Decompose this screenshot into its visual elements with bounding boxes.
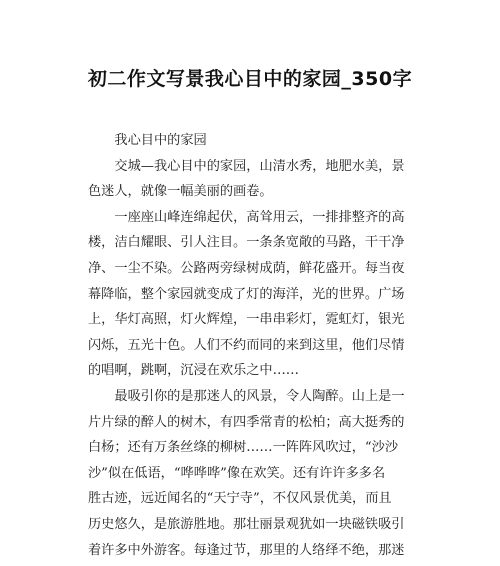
text-line: 着许多中外游客。每逢过节，那里的人络绎不绝，那迷 [88, 542, 405, 558]
text-line: 净、一尘不染。公路两旁绿树成荫，鲜花盛开。每当夜 [88, 260, 405, 276]
text-line: 色迷人，就像一幅美丽的画卷。 [88, 184, 273, 200]
text-line: 楼，洁白耀眼、引人注目。一条条宽敞的马路，干干净 [88, 235, 405, 251]
text-line: 一座座山峰连绵起伏，高耸用云，一排排整齐的高 [114, 209, 405, 225]
text-line: 上，华灯高照，灯火辉煌，一串串彩灯，霓虹灯，银光 [88, 312, 405, 328]
paragraph-2 [88, 205, 416, 384]
text-line: 幕降临，整个家园就变成了灯的海洋，光的世界。广场 [88, 286, 405, 302]
text-line: 最吸引你的是那迷人的风景，令人陶醉。山上是一 [114, 388, 405, 404]
text-line: 胜古迹，远近闻名的“天宁寺”，不仅风景优美，而且 [88, 491, 392, 507]
text-line: 交城—我心目中的家园，山清水秀，地肥水美，景 [114, 158, 405, 174]
text-line: 闪烁，五光十色。人们不约而同的来到这里，他们尽情 [88, 337, 405, 353]
paragraph-3 [88, 384, 416, 563]
text-line: 片片绿的醉人的树木，有四季常青的松柏；高大挺秀的 [88, 414, 405, 430]
paragraph-1 [88, 154, 416, 205]
text-line: 我心目中的家园 [114, 133, 207, 148]
article-subtitle [88, 128, 416, 154]
text-line: 沙”似在低语，“哗哗哗”像在欢笑。还有许许多多名 [88, 465, 386, 481]
article-body [88, 128, 416, 563]
text-line: 历史悠久，是旅游胜地。那壮丽景观犹如一块磁铁吸引 [88, 516, 405, 532]
text-line: 白杨；还有万条丝绦的柳树……一阵阵风吹过，“沙沙 [88, 440, 399, 456]
text-line: 的唱啊，跳啊，沉浸在欢乐之中…… [88, 363, 299, 379]
page-title: 初二作文写景我心目中的家园_350字 [87, 68, 413, 90]
